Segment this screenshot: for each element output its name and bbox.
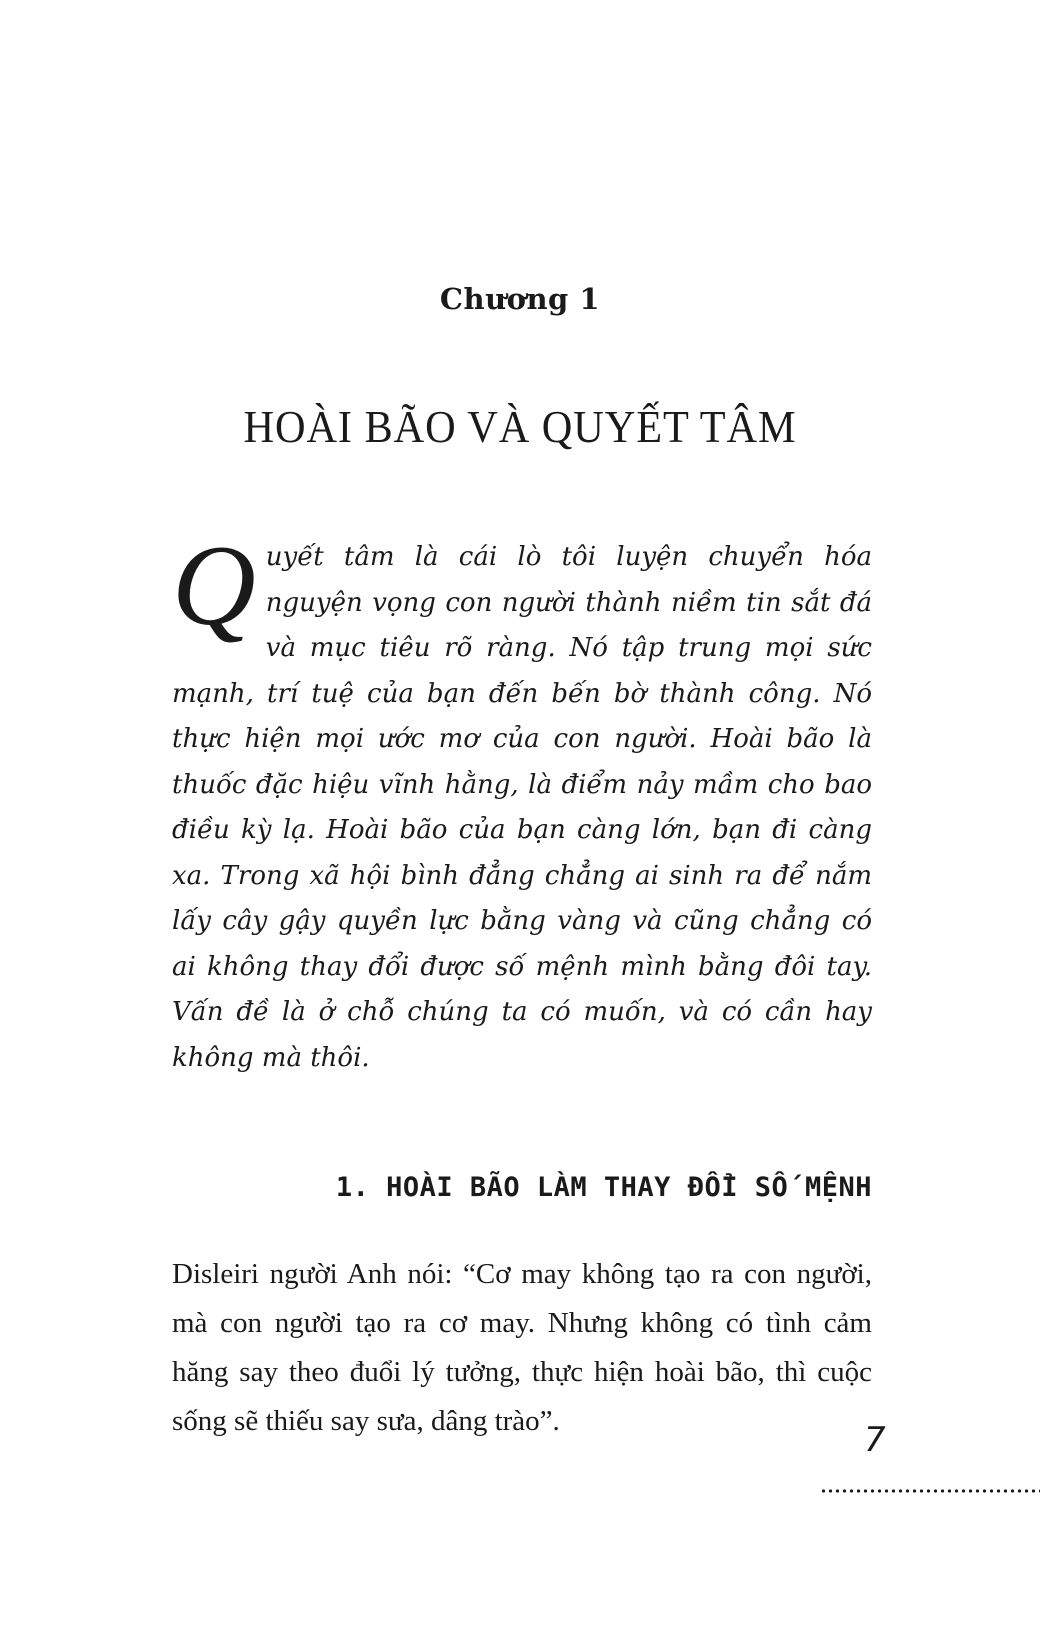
body-paragraph: Disleiri người Anh nói: “Cơ may không tạo ra con người, mà con người tạo ra cơ may. Nhưng không có tình cảm hăng say theo đuổi lý tưởng, thực hiện hoài bão, thì cuộc sống sẽ thiếu say sưa, dâng trào”. xyxy=(172,1258,872,1437)
section-heading: 1. HOÀI BÃO LÀM THAY ĐỔI SỐ MỆNH xyxy=(335,1172,872,1203)
drop-cap: Q xyxy=(172,522,256,650)
intro-paragraph xyxy=(172,522,872,1081)
chapter-label: Chương 1 xyxy=(439,282,601,316)
dotted-footer-line xyxy=(820,1488,1040,1494)
page-number: 7 xyxy=(864,1420,886,1460)
intro-text: uyết tâm là cái lò tôi luyện chuyển hóa nguyện vọng con người thành niềm tin sắt đá và mục tiêu rõ ràng. Nó tập trung mọi sức mạnh, trí tuệ của bạn đến bến bờ thành công. Nó thực hiện mọi ước mơ của con người. Hoài bão là thuốc đặc hiệu vĩnh hằng, là điểm nảy mầm cho bao điều kỳ lạ. Hoài bão của bạn càng lớn, bạn đi càng xa. Trong xã hội bình đẳng chẳng ai sinh ra để nắm lấy cây gậy quyền lực bằng vàng và cũng chẳng có ai không thay đổi được số mệnh mình bằng đôi tay. Vấn đề là ở chỗ chúng ta có muốn, và có cần hay không mà thôi. xyxy=(172,542,872,1073)
chapter-title: HOÀI BÃO VÀ QUYẾT TÂM xyxy=(243,401,797,452)
